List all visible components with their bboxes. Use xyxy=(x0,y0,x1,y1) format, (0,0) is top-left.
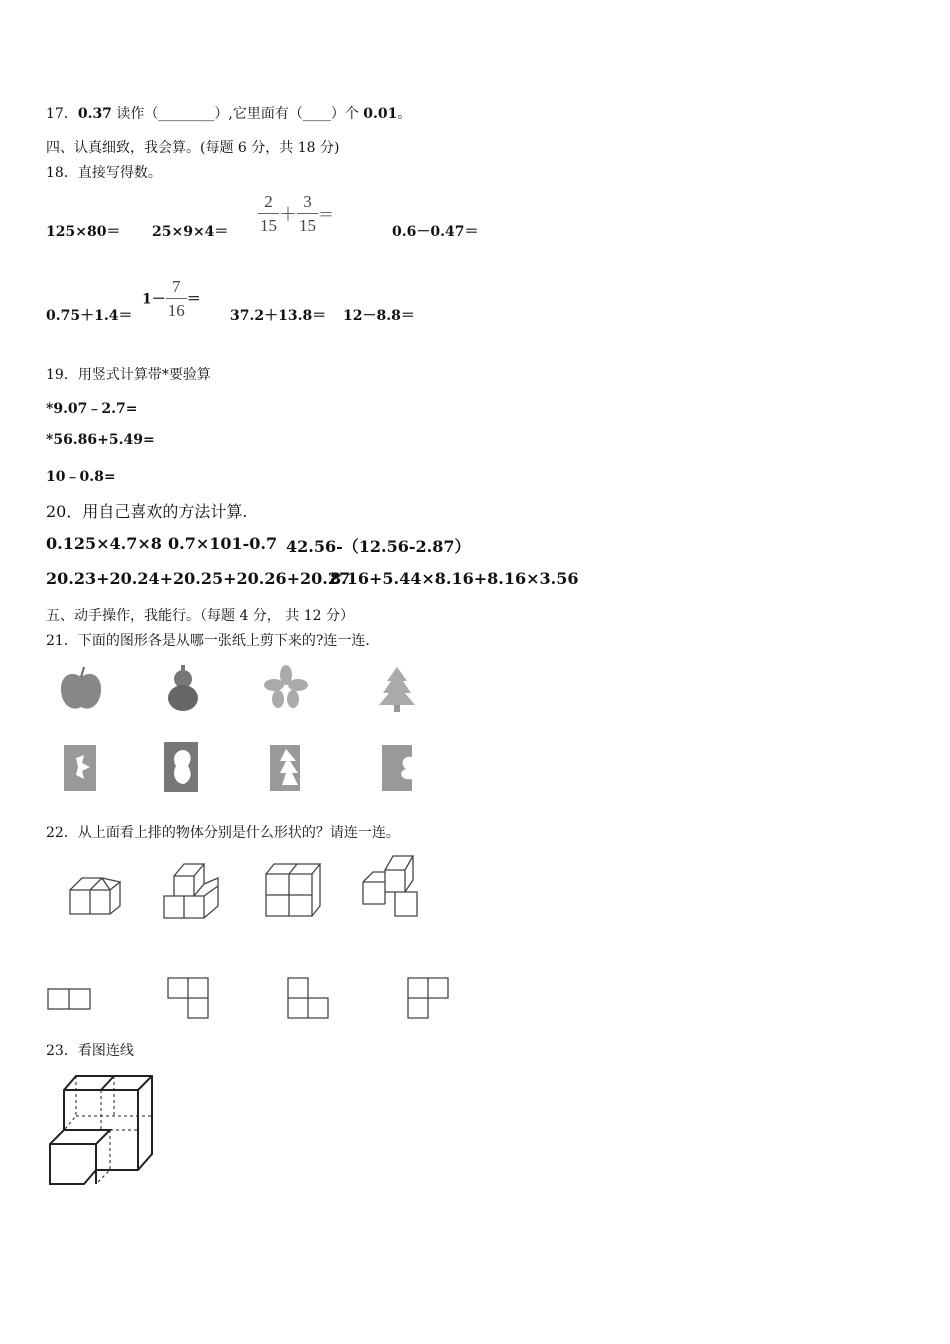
fraction-7-16: $\frac{7}{16}$ xyxy=(167,277,185,320)
q20-l1b: 0.7×101-0.7 xyxy=(168,534,278,553)
section-4-heading: 四、认真细致，我会算。(每题 6 分，共 18 分) xyxy=(46,140,340,156)
q18-r2-a: 0.75＋1.4＝ xyxy=(46,308,133,324)
q23-cube-figure xyxy=(46,1072,158,1190)
apple-icon xyxy=(58,665,104,713)
flower-icon xyxy=(264,665,308,709)
q18-r1-a: 125×80＝ xyxy=(46,224,121,240)
q23-title: 23．看图连线 xyxy=(46,1043,134,1059)
paper-1 xyxy=(62,743,98,793)
q20-l2a: 20.23+20.24+20.25+20.26+20.27 xyxy=(46,569,351,588)
q20-l1a: 0.125×4.7×8 xyxy=(46,534,162,553)
paper-3 xyxy=(268,743,302,793)
paper-4 xyxy=(380,743,414,793)
blank-1[interactable]: ________ xyxy=(158,106,215,122)
q19-e1: *9.07﹣2.7= xyxy=(46,401,138,417)
fraction-3-15: $\frac{3}{15}$ xyxy=(299,192,316,235)
q18-r1-c: $\frac{2}{15}$ ＋ $\frac{3}{15}$ ＝ xyxy=(260,192,335,235)
fraction-2-15: $\frac{2}{15}$ xyxy=(260,192,277,235)
q19-title: 19．用竖式计算带*要验算 xyxy=(46,367,211,383)
q18-r2-c: 37.2＋13.8＝ xyxy=(230,308,327,324)
gourd-icon xyxy=(163,665,203,713)
q18-title: 18．直接写得数。 xyxy=(46,165,162,181)
q22-title: 22．从上面看上排的物体分别是什么形状的？请连一连。 xyxy=(46,825,400,841)
view-b xyxy=(166,976,212,1020)
q19-e3: 10﹣0.8= xyxy=(46,469,116,485)
view-d xyxy=(406,976,452,1020)
q18-r2-b: 1－ $\frac{7}{16}$ ＝ xyxy=(142,277,201,320)
cubes-c xyxy=(262,862,322,918)
q17: 17．0.37 读作（________）,它里面有（____）个 0.01。 xyxy=(46,106,412,122)
q20-title: 20．用自己喜欢的方法计算. xyxy=(46,502,248,521)
tree-icon xyxy=(377,665,417,713)
q21-title: 21．下面的图形各是从哪一张纸上剪下来的?连一连. xyxy=(46,633,370,649)
q20-l1c: 42.56-（12.56-2.87） xyxy=(286,537,471,556)
q18-r1-b: 25×9×4＝ xyxy=(152,224,229,240)
q20-l2b: 8.16+5.44×8.16+8.16×3.56 xyxy=(330,569,579,588)
view-c xyxy=(286,976,332,1020)
blank-2[interactable]: ____ xyxy=(302,106,331,122)
q18-r2-d: 12－8.8＝ xyxy=(343,308,415,324)
cubes-a xyxy=(66,870,124,918)
section-5-heading: 五、动手操作，我能行。（每题 4 分， 共 12 分） xyxy=(46,608,354,624)
paper-2 xyxy=(162,740,200,794)
cubes-d xyxy=(357,852,425,918)
q19-e2: *56.86+5.49= xyxy=(46,432,155,448)
q18-r1-d: 0.6－0.47＝ xyxy=(392,224,479,240)
cubes-b xyxy=(160,858,226,922)
view-a xyxy=(46,987,92,1011)
